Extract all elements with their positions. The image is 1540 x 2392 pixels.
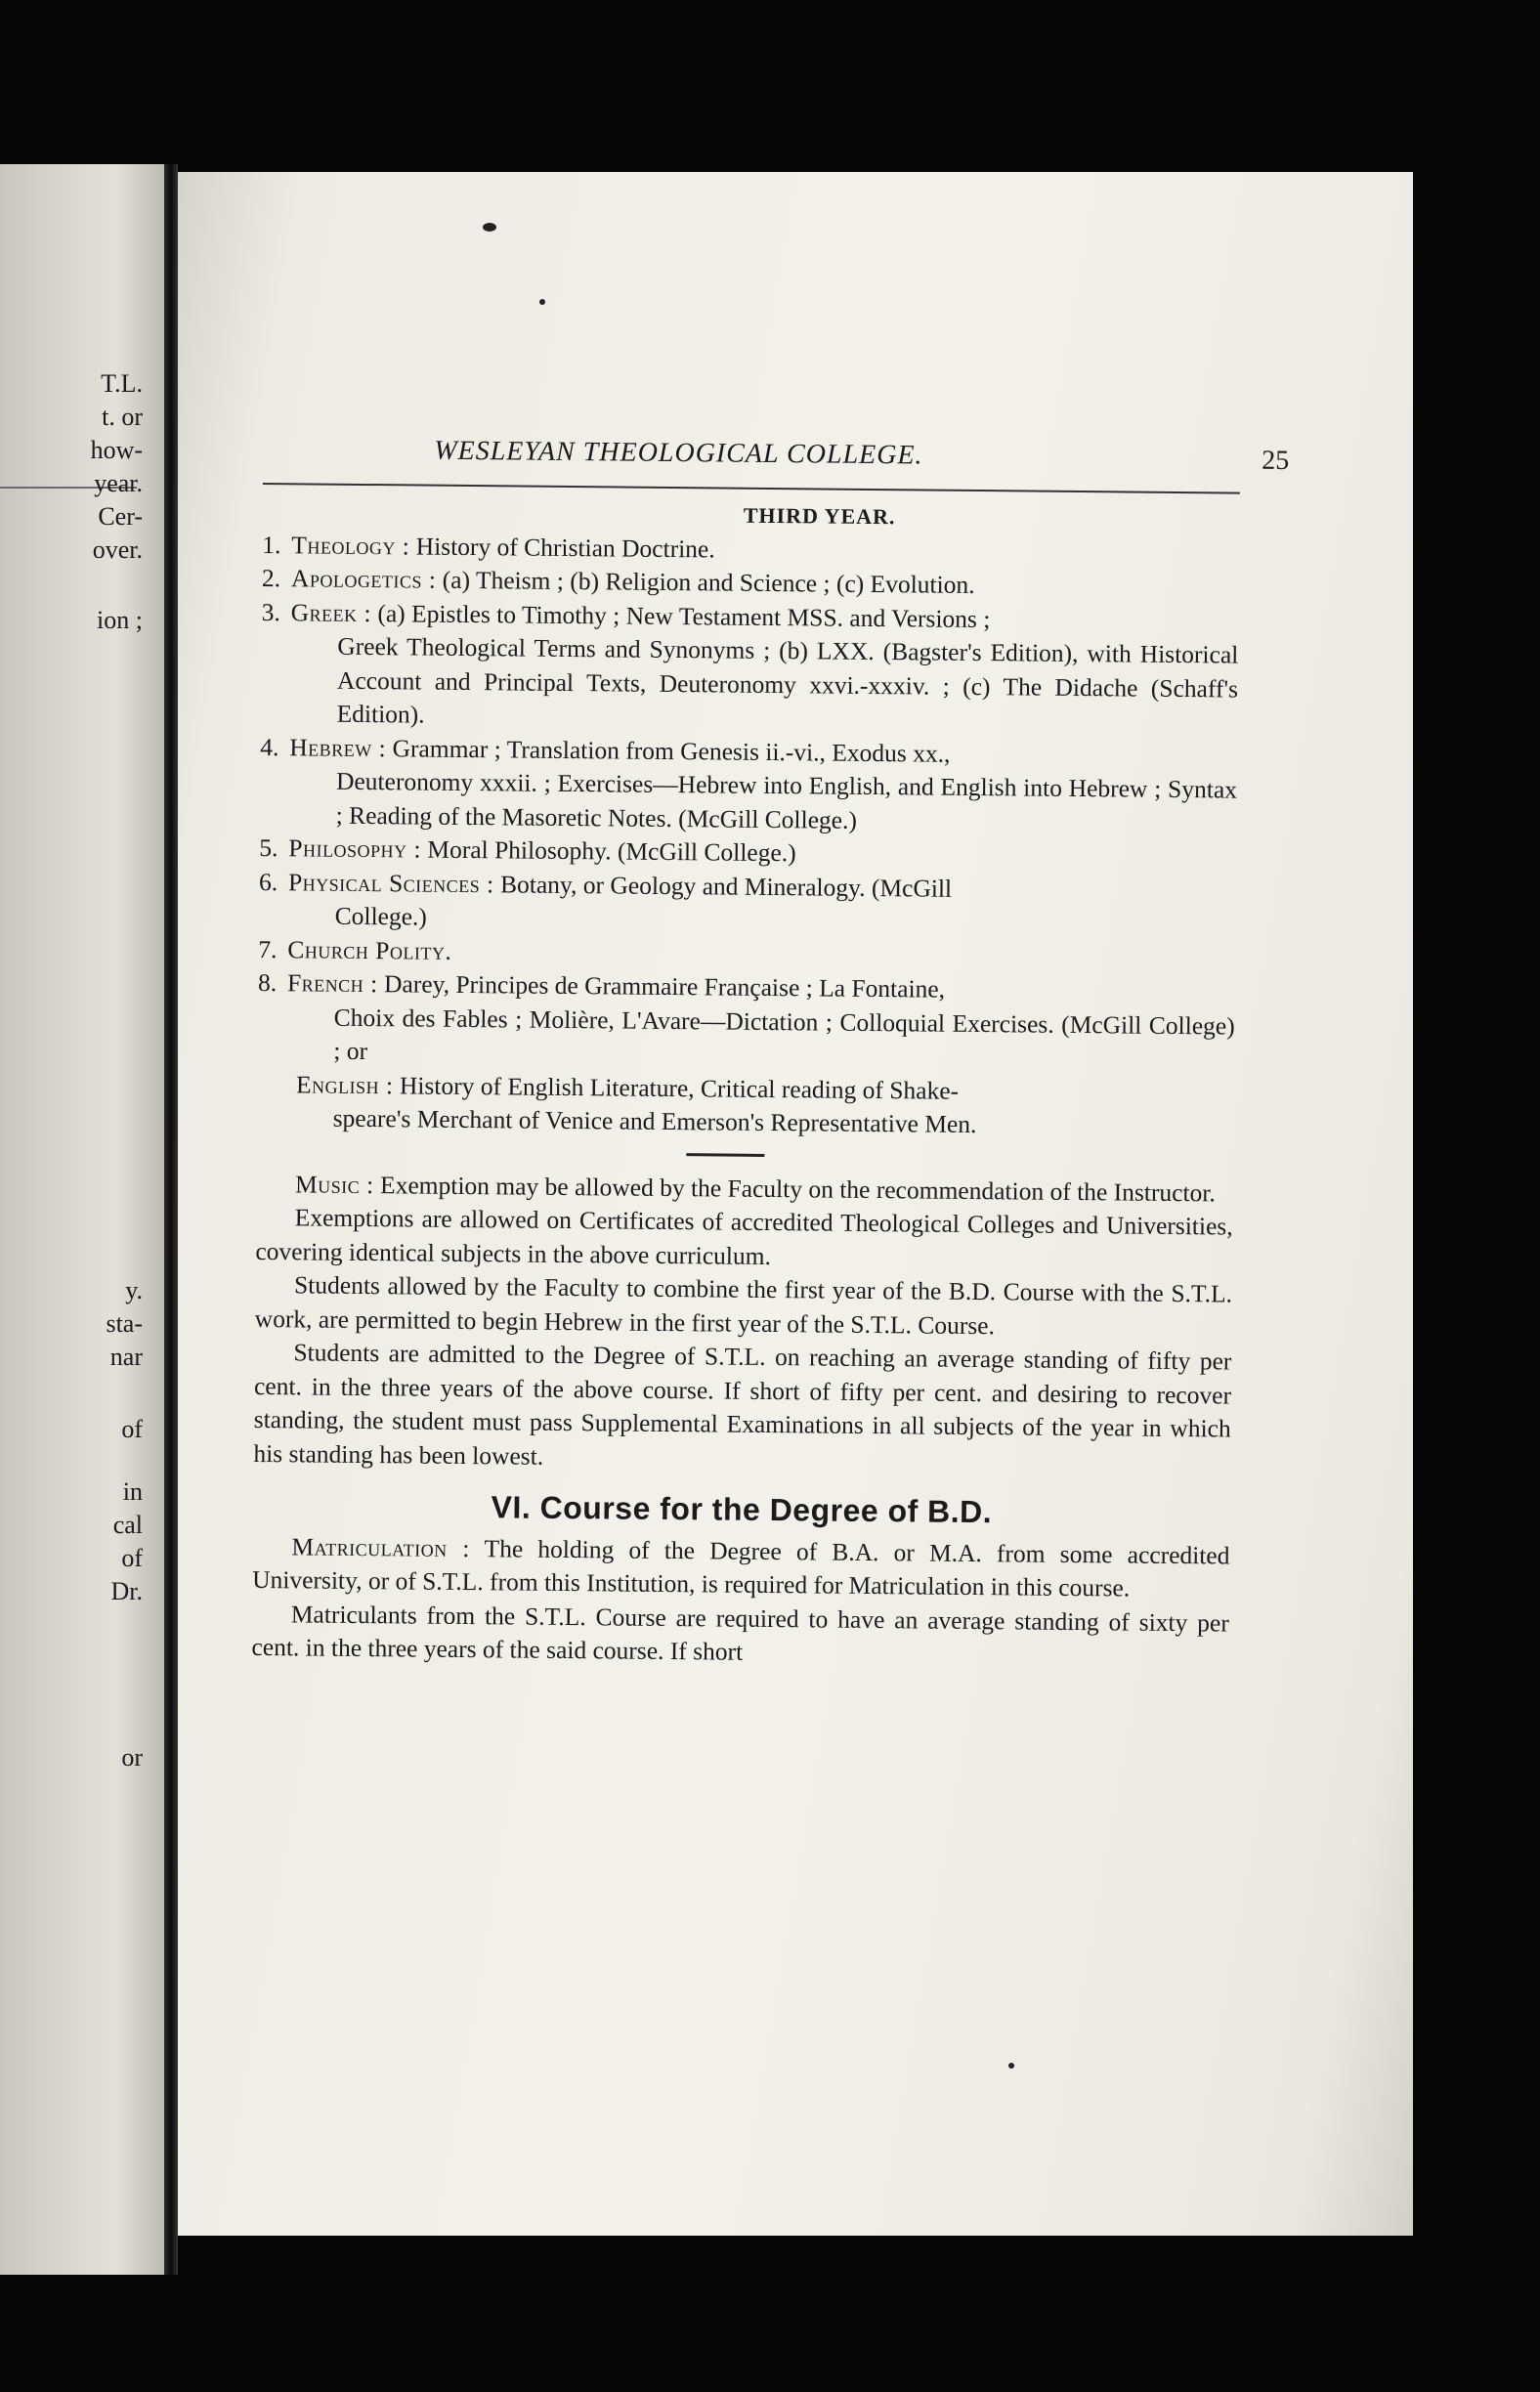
book-gutter (164, 164, 178, 2275)
item-number: 5. (259, 833, 278, 863)
item-continuation: Greek Theological Terms and Synonyms ; (b) LXX. (Bagster's Edition), with Historical Account and Principal Texts, Deuteronomy xxvi.-xxxiv. ; (c) The Didache (Schaff's Edition). (336, 631, 1239, 729)
course-item (261, 595, 1239, 740)
bd-course-heading: VI. Course for the Degree of B.D. (491, 1489, 993, 1530)
section-title-third-year: THIRD YEAR. (743, 502, 896, 530)
admission-paragraph: Students are admitted to the Degree of S.T.L. on reaching an average standing of fifty per cent. in the three years of the above course. If short of fifty per cent. and desiring to recover standing, the student must pass Supplemental Examinations in all subjects of the year in which his standing has been lowest. (253, 1338, 1232, 1471)
music-text: Exemption may be allowed by the Faculty on the recommendation of the Instructor. (379, 1170, 1216, 1207)
item-label: Philosophy : (288, 833, 422, 864)
item-continuation: Choix des Fables ; Molière, L'Avare—Dictation ; Colloquial Exercises. (McGill College) ; or (333, 1003, 1235, 1066)
course-item-english (257, 1067, 1235, 1144)
item-number: 1. (262, 530, 281, 559)
ink-speck (539, 299, 545, 305)
body-text (251, 494, 1239, 1674)
left-fragment: of (121, 1544, 143, 1572)
matriculants-paragraph: Matriculants from the S.T.L. Course are required to have an average standing of sixty per cent. in the three years of the said course. If short (251, 1599, 1229, 1666)
course-item (259, 865, 1237, 942)
matriculation-paragraph (252, 1529, 1230, 1606)
left-fragment: Cer- (98, 502, 143, 531)
ink-speck (483, 223, 496, 232)
item-text: Darey, Principes de Grammaire Française ; La Fontaine, (383, 969, 946, 1004)
left-fragment: T.L. (101, 369, 143, 398)
item-number: 8. (257, 967, 278, 998)
item-label: English : (295, 1069, 394, 1099)
left-fragment: Dr. (110, 1577, 143, 1605)
item-label: Theology : (291, 530, 410, 560)
combine-paragraph: Students allowed by the Faculty to combine the first year of the B.D. Course with the S.T.L. work, are permitted to begin Hebrew in the first year of the S.T.L. Course. (254, 1270, 1233, 1340)
item-number: 2. (261, 563, 281, 593)
music-label: Music : (294, 1169, 374, 1199)
item-continuation: Deuteronomy xxxii. ; Exercises—Hebrew into English, and English into Hebrew ; Syntax ; Reading of the Masoretic Notes. (McGill College.) (335, 766, 1238, 834)
ink-speck (1008, 2063, 1014, 2069)
item-number: 4. (260, 732, 279, 761)
left-fragment: over. (92, 535, 143, 564)
left-fragment: ion ; (97, 606, 143, 634)
item-text: Grammar ; Translation from Genesis ii.-vi., Exodus xx., (392, 733, 951, 768)
item-label: Hebrew : (289, 732, 387, 762)
item-text: History of English Literature, Critical reading of Shake- (399, 1070, 960, 1105)
left-fragment: t. or (102, 403, 143, 431)
item-number: 3. (261, 597, 280, 626)
header-rule (263, 483, 1240, 494)
left-fragment: how- (90, 436, 143, 464)
item-label: Church Polity. (287, 934, 452, 965)
page-number: 25 (1262, 445, 1290, 477)
item-number: 6. (258, 867, 278, 896)
left-fragment: of (121, 1415, 143, 1443)
left-fragment: in (122, 1477, 143, 1506)
page-header (263, 434, 1290, 483)
page-content (251, 172, 1290, 1666)
course-item (260, 730, 1238, 840)
matriculation-label: Matriculation : (291, 1531, 471, 1562)
item-text: Botany, or Geology and Mineralogy. (McGill (499, 869, 953, 903)
document-page (178, 172, 1413, 2236)
item-text: History of Christian Doctrine. (415, 531, 715, 563)
left-fragment: or (121, 1743, 143, 1772)
left-fragment: nar (109, 1343, 143, 1371)
exemptions-paragraph: Exemptions are allowed on Certificates of accredited Theological Colleges and Universities, covering identical subjects in the above curriculum. (255, 1203, 1233, 1270)
left-facing-page (0, 164, 164, 2275)
matriculation-text: The holding of the Degree of B.A. or M.A. from some accredited University, or of S.T.L. from this Institution, is required for Matriculation in this course. (252, 1533, 1230, 1602)
running-title: WESLEYAN THEOLOGICAL COLLEGE. (434, 435, 923, 471)
left-fragment: year. (94, 469, 143, 497)
item-text: Moral Philosophy. (McGill College.) (427, 834, 796, 868)
section-divider (686, 1153, 764, 1157)
item-label: Physical Sciences : (287, 867, 494, 898)
item-number: 7. (258, 934, 278, 963)
item-continuation: College.) (334, 901, 428, 931)
left-fragment: cal (112, 1511, 143, 1539)
item-label: Greek : (290, 597, 372, 627)
item-text: (a) Theism ; (b) Religion and Science ; (c) Evolution. (442, 565, 975, 599)
item-label: French : (286, 968, 378, 999)
item-label: Apologetics : (290, 564, 437, 594)
left-fragment: y. (125, 1276, 143, 1304)
item-text: (a) Epistles to Timothy ; New Testament MSS. and Versions ; (377, 598, 991, 633)
course-item (257, 966, 1235, 1077)
left-fragment: sta- (106, 1309, 143, 1338)
item-continuation: speare's Merchant of Venice and Emerson's Representative Men. (332, 1103, 977, 1139)
